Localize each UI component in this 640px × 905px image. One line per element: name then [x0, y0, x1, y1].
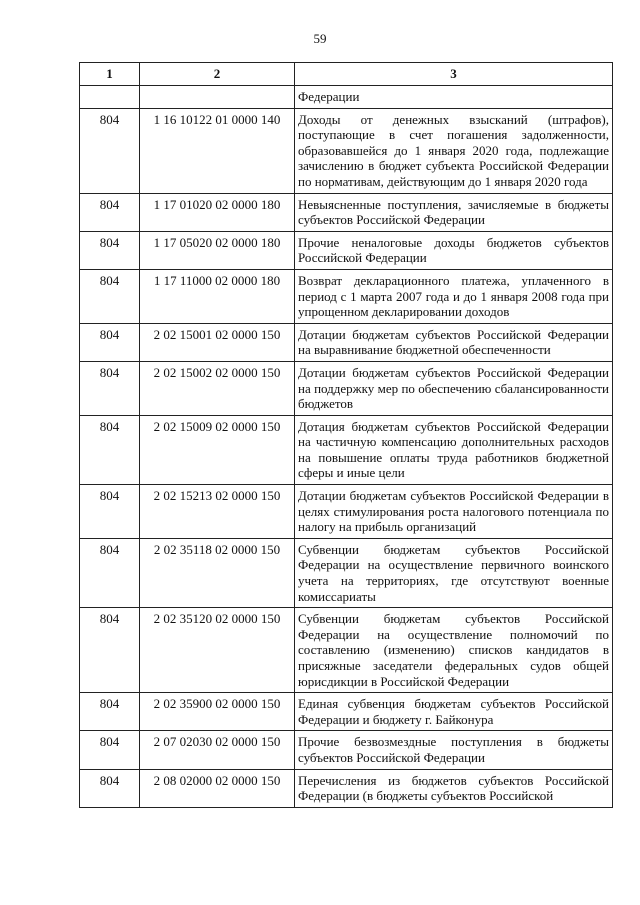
table-row	[80, 231, 613, 269]
revenue-name-cell: Перечисления из бюджетов субъектов Российской Федерации (в бюджеты субъектов Российской	[295, 769, 613, 807]
revenue-name-cell: Единая субвенция бюджетам субъектов Российской Федерации и бюджету г. Байконура	[295, 693, 613, 731]
table-row	[80, 769, 613, 807]
agency-code-cell	[80, 86, 140, 109]
revenue-name-cell: Субвенции бюджетам субъектов Российской Федерации на осуществление полномочий по составлению (изменению) списков кандидатов в присяжные заседатели федеральных судов общей юрисдикции в Российской Федерации	[295, 608, 613, 693]
revenue-name-cell: Дотации бюджетам субъектов Российской Федерации на поддержку мер по обеспечению сбалансированности бюджетов	[295, 361, 613, 415]
revenue-name-cell: Возврат декларационного платежа, уплаченного в период с 1 марта 2007 года и до 1 января 2008 года при упрощенном декларировании доходов	[295, 269, 613, 323]
agency-code-cell: 804	[80, 108, 140, 193]
revenue-name-cell: Дотации бюджетам субъектов Российской Федерации на выравнивание бюджетной обеспеченности	[295, 323, 613, 361]
budget-code-cell: 2 07 02030 02 0000 150	[140, 731, 295, 769]
budget-code-cell: 2 02 15009 02 0000 150	[140, 415, 295, 484]
revenue-name-cell: Дотации бюджетам субъектов Российской Федерации в целях стимулирования роста налогового потенциала по налогу на прибыль организаций	[295, 485, 613, 539]
agency-code-cell: 804	[80, 269, 140, 323]
table-row	[80, 538, 613, 607]
agency-code-cell: 804	[80, 693, 140, 731]
page-number: 59	[313, 31, 327, 46]
table-row	[80, 193, 613, 231]
revenue-name-cell: Прочие неналоговые доходы бюджетов субъектов Российской Федерации	[295, 231, 613, 269]
budget-code-cell: 2 02 15213 02 0000 150	[140, 485, 295, 539]
revenue-name-cell: Невыясненные поступления, зачисляемые в бюджеты субъектов Российской Федерации	[295, 193, 613, 231]
column-header-1: 1	[80, 63, 140, 86]
agency-code-cell: 804	[80, 193, 140, 231]
table-row	[80, 108, 613, 193]
revenue-name-cell: Субвенции бюджетам субъектов Российской Федерации на осуществление первичного воинского учета на территориях, где отсутствуют военные комиссариаты	[295, 538, 613, 607]
budget-code-cell: 1 17 11000 02 0000 180	[140, 269, 295, 323]
table-row	[80, 323, 613, 361]
budget-code-cell: 2 08 02000 02 0000 150	[140, 769, 295, 807]
agency-code-cell: 804	[80, 731, 140, 769]
revenue-name-cell: Доходы от денежных взысканий (штрафов), поступающие в счет погашения задолженности, образовавшейся до 1 января 2020 года, подлежащие зачислению в бюджет субъекта Российской Федерации по нормативам, действующим до 1 января 2020 года	[295, 108, 613, 193]
table-row	[80, 361, 613, 415]
budget-code-cell: 1 17 05020 02 0000 180	[140, 231, 295, 269]
column-header-2: 2	[140, 63, 295, 86]
revenue-name-cell: Прочие безвозмездные поступления в бюджеты субъектов Российской Федерации	[295, 731, 613, 769]
budget-code-cell	[140, 86, 295, 109]
agency-code-cell: 804	[80, 538, 140, 607]
agency-code-cell: 804	[80, 769, 140, 807]
agency-code-cell: 804	[80, 323, 140, 361]
table-row	[80, 415, 613, 484]
budget-code-cell: 1 17 01020 02 0000 180	[140, 193, 295, 231]
table-row	[80, 269, 613, 323]
agency-code-cell: 804	[80, 485, 140, 539]
agency-code-cell: 804	[80, 608, 140, 693]
table-row	[80, 693, 613, 731]
column-header-3: 3	[295, 63, 613, 86]
agency-code-cell: 804	[80, 415, 140, 484]
budget-code-cell: 2 02 35120 02 0000 150	[140, 608, 295, 693]
revenue-codes-table	[79, 62, 613, 808]
budget-code-cell: 2 02 15001 02 0000 150	[140, 323, 295, 361]
table-row	[80, 608, 613, 693]
budget-code-cell: 1 16 10122 01 0000 140	[140, 108, 295, 193]
revenue-name-cell: Дотация бюджетам субъектов Российской Федерации на частичную компенсацию дополнительных расходов на повышение оплаты труда работников бюджетной сферы и иные цели	[295, 415, 613, 484]
table-row	[80, 86, 613, 109]
table-row	[80, 485, 613, 539]
budget-code-cell: 2 02 35118 02 0000 150	[140, 538, 295, 607]
table-row	[80, 731, 613, 769]
revenue-name-cell: Федерации	[295, 86, 613, 109]
agency-code-cell: 804	[80, 231, 140, 269]
table-header-row	[80, 63, 613, 86]
budget-code-cell: 2 02 35900 02 0000 150	[140, 693, 295, 731]
budget-code-cell: 2 02 15002 02 0000 150	[140, 361, 295, 415]
agency-code-cell: 804	[80, 361, 140, 415]
